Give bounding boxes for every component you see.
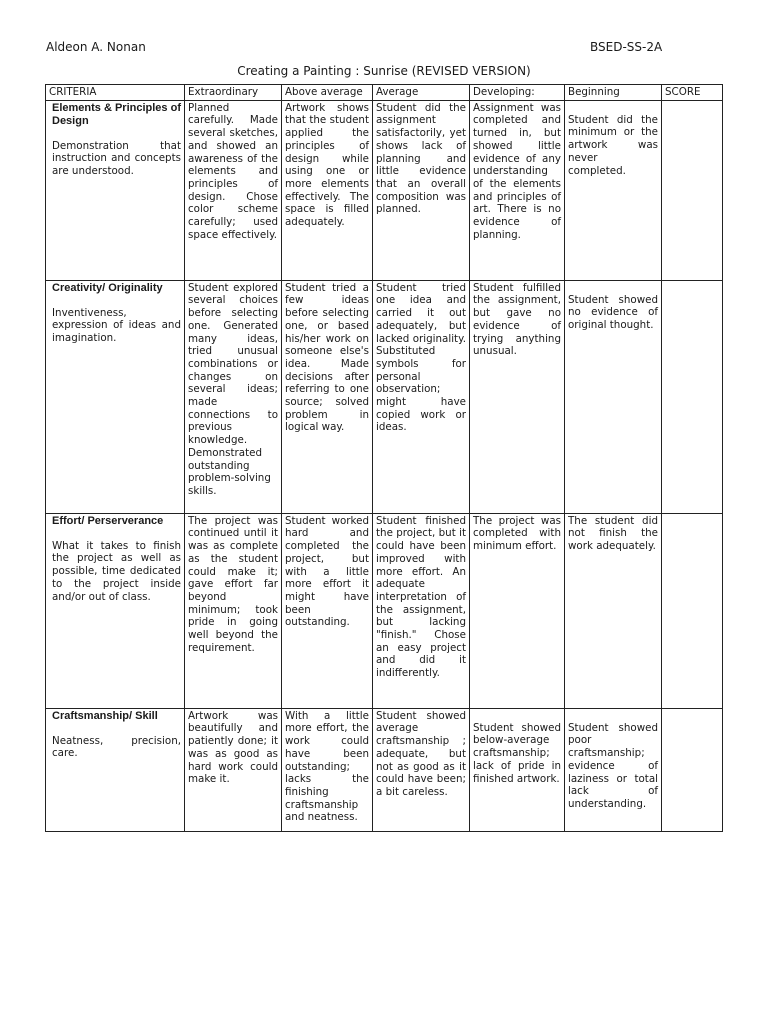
- developing-cell: Student fulfilled the assignment, but gave no evidence of trying anything unusual.: [470, 280, 565, 513]
- criterion-description: Neatness, precision, care.: [52, 734, 181, 760]
- col-header-average: Average: [373, 85, 470, 101]
- criterion-description: Inventiveness, expression of ideas and imagination.: [52, 306, 181, 345]
- extraordinary-cell: Artwork was beautifully and patiently done; it was as good as hard work could make it.: [185, 708, 282, 831]
- beginning-cell: [565, 100, 662, 280]
- criterion-name: Effort/ Perserverance: [52, 514, 164, 527]
- above-average-cell: Artwork shows that the student applied the principles of design while using one or more elements effectively. The space is filled adequately.: [282, 100, 373, 280]
- extraordinary-cell: Planned carefully. Made several sketches, and showed an awareness of the elements and principles of design. Chose color scheme carefully; used space effectively.: [185, 100, 282, 280]
- above-average-cell: Student tried a few ideas before selecting one, or based his/her work on someone else's idea. Made decisions after referring to one source; solved problem in logical way.: [282, 280, 373, 513]
- developing-cell: The project was completed with minimum effort.: [470, 513, 565, 708]
- score-cell[interactable]: [662, 513, 723, 708]
- developing-cell: Assignment was completed and turned in, but showed little evidence of any understanding of the elements and principles of art. There is no evidence of planning.: [470, 100, 565, 280]
- col-header-above-average: Above average: [282, 85, 373, 101]
- extraordinary-cell: The project was continued until it was as complete as the student could make it; gave effort far beyond minimum; took pride in going well beyond the requirement.: [185, 513, 282, 708]
- document-title: Creating a Painting : Sunrise (REVISED VERSION): [237, 64, 531, 78]
- criterion-description: Demonstration that instruction and concepts are understood.: [52, 139, 181, 178]
- developing-cell: [470, 708, 565, 831]
- criterion-description: What it takes to finish the project as well as possible, time dedicated to the project inside and/or out of class.: [52, 539, 181, 603]
- average-cell: Student did the assignment satisfactorily, yet shows lack of planning and little evidence that an overall composition was planned.: [373, 100, 470, 280]
- average-cell: Student finished the project, but it could have been improved with more effort. An adequate interpretation of the assignment, but lacking "finish." Chose an easy project and did it indifferently.: [373, 513, 470, 708]
- col-header-extraordinary: Extraordinary: [185, 85, 282, 101]
- beginning-cell: The student did not finish the work adequately.: [565, 513, 662, 708]
- criterion-name: Craftsmanship/ Skill: [52, 709, 158, 722]
- table-row: [46, 280, 723, 513]
- criteria-cell: [46, 280, 185, 513]
- rubric-table: [45, 84, 723, 832]
- table-row: [46, 100, 723, 280]
- beginning-cell: [565, 280, 662, 513]
- col-header-score: SCORE: [662, 85, 723, 101]
- above-average-cell: With a little more effort, the work could have been outstanding; lacks the finishing craftsmanship and neatness.: [282, 708, 373, 831]
- score-cell[interactable]: [662, 280, 723, 513]
- criteria-cell: [46, 708, 185, 831]
- col-header-criteria: CRITERIA: [46, 85, 185, 101]
- table-row: [46, 708, 723, 831]
- beginning-text: Student showed poor craftsmanship; evidence of laziness or total lack of understanding.: [568, 721, 658, 810]
- developing-text: Student showed below-average craftsmanship; lack of pride in finished artwork.: [473, 721, 561, 785]
- section-code: BSED-SS-2A: [590, 40, 663, 54]
- extraordinary-cell: Student explored several choices before selecting one. Generated many ideas, tried unusual combinations or changes on several ideas; made connections to previous knowledge. Demonstrated outstanding problem-solving skills.: [185, 280, 282, 513]
- average-cell: Student tried one idea and carried it out adequately, but lacked originality. Substituted symbols for personal observation; might have copied work or ideas.: [373, 280, 470, 513]
- score-cell[interactable]: [662, 100, 723, 280]
- beginning-cell: [565, 708, 662, 831]
- header-row: [46, 85, 723, 101]
- beginning-text: Student did the minimum or the artwork was never completed.: [568, 113, 658, 177]
- average-cell: Student showed average craftsmanship ; adequate, but not as good as it could have been; a bit careless.: [373, 708, 470, 831]
- score-cell[interactable]: [662, 708, 723, 831]
- criterion-name: Creativity/ Originality: [52, 281, 163, 294]
- beginning-text: Student showed no evidence of original thought.: [568, 293, 658, 332]
- table-row: [46, 513, 723, 708]
- student-name: Aldeon A. Nonan: [46, 40, 146, 54]
- criteria-cell: [46, 100, 185, 280]
- col-header-beginning: Beginning: [565, 85, 662, 101]
- above-average-cell: Student worked hard and completed the project, but with a little more effort it might have been outstanding.: [282, 513, 373, 708]
- criterion-name: Elements & Principles of Design: [52, 101, 181, 127]
- col-header-developing: Developing:: [470, 85, 565, 101]
- criteria-cell: [46, 513, 185, 708]
